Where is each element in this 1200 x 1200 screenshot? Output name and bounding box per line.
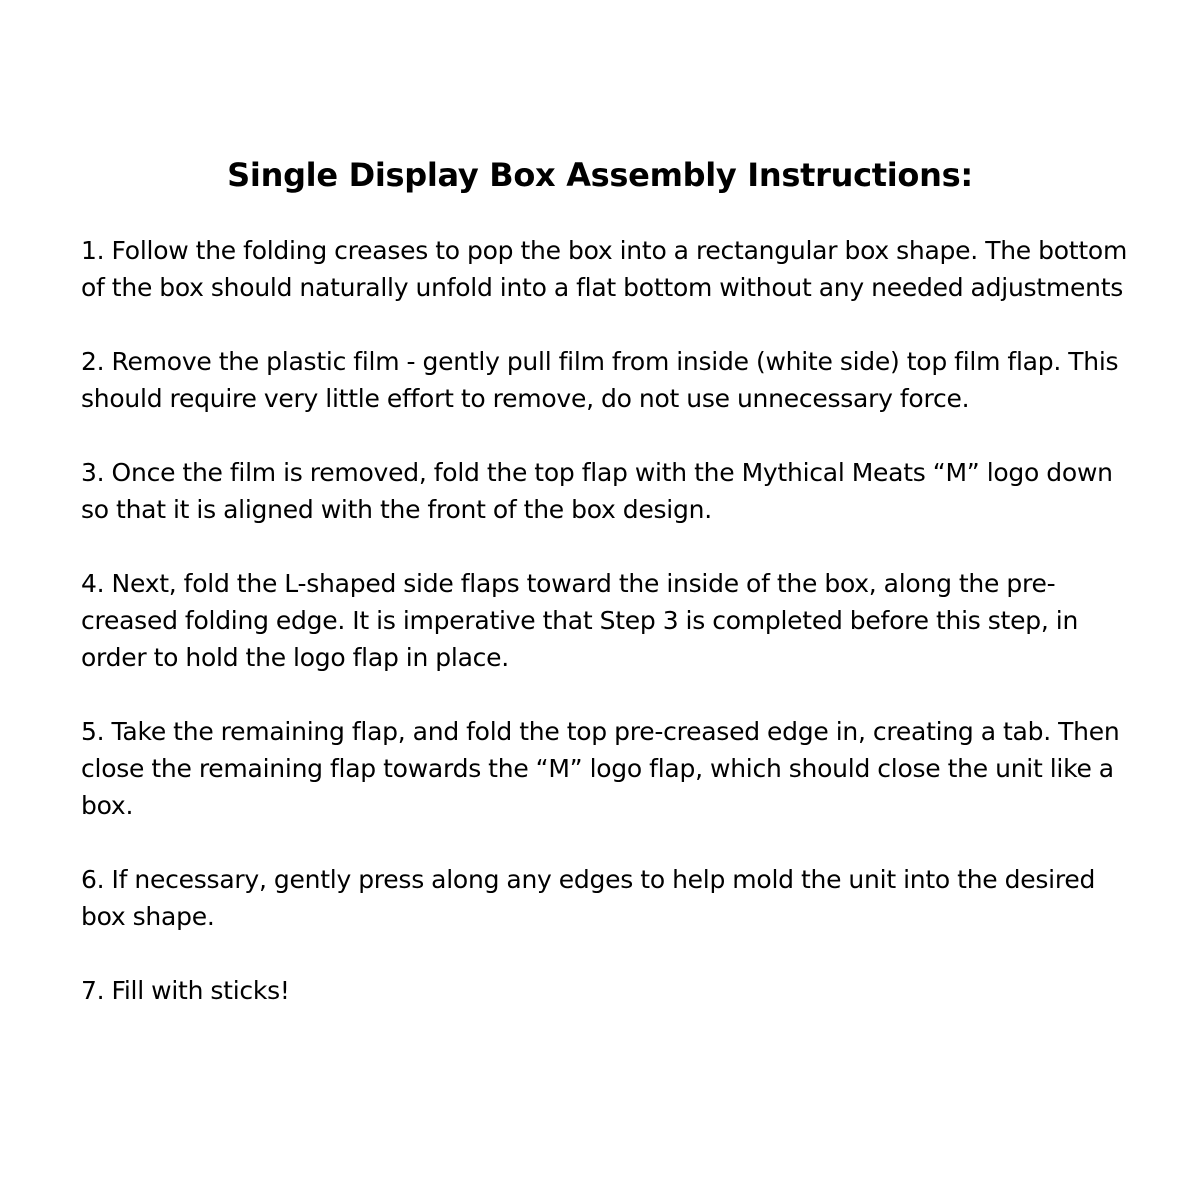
page-title: Single Display Box Assembly Instructions: bbox=[227, 156, 973, 194]
step-5: 5. Take the remaining flap, and fold the top pre-creased edge in, creating a tab. Then close the remaining flap towards the “M” logo flap, which should close the unit like a box. bbox=[81, 717, 1120, 820]
step-6: 6. If necessary, gently press along any edges to help mold the unit into the desired box shape. bbox=[81, 865, 1096, 931]
steps-list bbox=[81, 232, 1131, 1046]
step-2: 2. Remove the plastic film - gently pull film from inside (white side) top film flap. This should require very little effort to remove, do not use unnecessary force. bbox=[81, 347, 1119, 413]
step-7: 7. Fill with sticks! bbox=[81, 976, 290, 1005]
step-4: 4. Next, fold the L-shaped side flaps toward the inside of the box, along the pre-creased folding edge. It is imperative that Step 3 is completed before this step, in order to hold the logo flap in place. bbox=[81, 569, 1079, 672]
step-1: 1. Follow the folding creases to pop the box into a rectangular box shape. The bottom of the box should naturally unfold into a flat bottom without any needed adjustments bbox=[81, 236, 1128, 302]
step-3: 3. Once the film is removed, fold the top flap with the Mythical Meats “M” logo down so that it is aligned with the front of the box design. bbox=[81, 458, 1113, 524]
